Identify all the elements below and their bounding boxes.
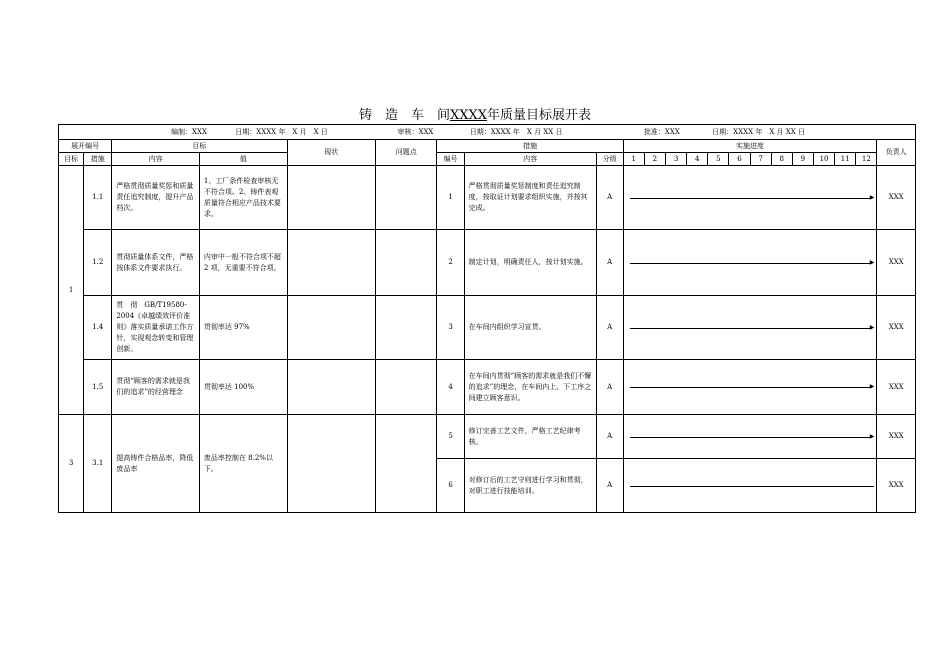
header-month: 11 bbox=[835, 153, 856, 166]
reviewed-by: 审核：XXX bbox=[397, 127, 434, 136]
table-row bbox=[59, 415, 916, 459]
step-no: 1.1 bbox=[84, 166, 112, 230]
compiled-date: 日期：XXXX 年 X 月 X 日 bbox=[235, 127, 328, 136]
target-content: 提高铸件合格品率，降低废品率 bbox=[112, 415, 200, 513]
approved-date: 日期：XXXX 年 X 月 XX 日 bbox=[712, 127, 805, 136]
arrow-head-icon: ▶ bbox=[869, 323, 875, 331]
progress-arrow bbox=[623, 230, 877, 296]
problem-cell bbox=[376, 360, 437, 415]
header-target: 目标 bbox=[112, 140, 287, 153]
progress-arrow bbox=[623, 296, 877, 360]
target-content: 严格贯彻质量奖惩和质量责任追究制度，提升产品档次。 bbox=[112, 166, 200, 230]
header-schedule: 实施进度 bbox=[623, 140, 877, 153]
measure-no: 3 bbox=[437, 296, 464, 360]
measure-content: 在车间内组织学习宣贯。 bbox=[464, 296, 596, 360]
target-value: 贯彻率达 100% bbox=[199, 360, 287, 415]
progress-line bbox=[623, 459, 877, 513]
measure-no: 1 bbox=[437, 166, 464, 230]
header-month: 9 bbox=[792, 153, 813, 166]
target-content: 贯 彻 GB/T19580-2004《卓越绩效评价准则》落实质量承诺工作方针，实现观念转变和管理创新。 bbox=[112, 296, 200, 360]
step-no: 3.1 bbox=[84, 415, 112, 513]
header-month: 1 bbox=[623, 153, 644, 166]
target-value: 贯彻率达 97% bbox=[199, 296, 287, 360]
progress-arrow bbox=[623, 415, 877, 459]
header-month: 5 bbox=[708, 153, 729, 166]
measure-content: 制定计划，明确责任人，按计划实施。 bbox=[464, 230, 596, 296]
measure-content: 对修订后的工艺守则进行学习和贯彻，对职工进行技能培训。 bbox=[464, 459, 596, 513]
status-cell bbox=[287, 230, 376, 296]
grade: A bbox=[596, 296, 623, 360]
measure-no: 4 bbox=[437, 360, 464, 415]
arrow-head-icon: ▶ bbox=[869, 383, 875, 390]
header-month: 2 bbox=[644, 153, 665, 166]
reviewed-date: 日期：XXXX 年 X 月 XX 日 bbox=[469, 127, 563, 136]
header-measures: 措施 bbox=[437, 140, 623, 153]
status-cell bbox=[287, 415, 376, 513]
header-month: 10 bbox=[813, 153, 834, 166]
target-content: 贯彻质量体系文件，严格按体系文件要求执行。 bbox=[112, 230, 200, 296]
step-no: 1.4 bbox=[84, 296, 112, 360]
header-problem: 问题点 bbox=[376, 140, 437, 166]
grade: A bbox=[596, 360, 623, 415]
status-cell bbox=[287, 166, 376, 230]
approved-by: 批准：XXX bbox=[643, 127, 680, 136]
table-row bbox=[59, 166, 916, 230]
header-status: 现状 bbox=[287, 140, 376, 166]
header-month: 4 bbox=[687, 153, 708, 166]
table-row bbox=[59, 360, 916, 415]
header-target-content: 内容 bbox=[112, 153, 200, 166]
header-month: 6 bbox=[729, 153, 750, 166]
owner: XXX bbox=[877, 415, 916, 459]
goal-no: 3 bbox=[59, 415, 84, 513]
header-month: 3 bbox=[665, 153, 686, 166]
quality-target-table bbox=[58, 124, 916, 513]
header-month: 12 bbox=[856, 153, 877, 166]
target-value: 废品率控制在 8.2%以下。 bbox=[199, 415, 287, 513]
page-title bbox=[0, 104, 950, 123]
problem-cell bbox=[376, 415, 437, 513]
grade: A bbox=[596, 459, 623, 513]
header-measure-no: 编号 bbox=[437, 153, 464, 166]
measure-content: 修订完善工艺文件，严格工艺纪律考核。 bbox=[464, 415, 596, 459]
arrow-head-icon: ▶ bbox=[869, 193, 875, 201]
owner: XXX bbox=[877, 459, 916, 513]
header-month: 7 bbox=[750, 153, 771, 166]
measure-no: 5 bbox=[437, 415, 464, 459]
target-value: 内审中一般不符合项不超 2 项，无重要不符合项。 bbox=[199, 230, 287, 296]
problem-cell bbox=[376, 296, 437, 360]
measure-no: 2 bbox=[437, 230, 464, 296]
progress-arrow bbox=[623, 360, 877, 415]
title-suffix: 年质量目标展开表 bbox=[487, 108, 592, 123]
header-owner: 负责人 bbox=[877, 140, 916, 166]
grade: A bbox=[596, 166, 623, 230]
measure-content: 严格贯彻质量奖惩制度和责任追究制度，按取证计划要求组织实施，并按其完成。 bbox=[464, 166, 596, 230]
grade: A bbox=[596, 415, 623, 459]
header-step: 措施 bbox=[84, 153, 112, 166]
table-row bbox=[59, 296, 916, 360]
target-content: 贯彻“顾客的需求就是我们的追求”的经营理念 bbox=[112, 360, 200, 415]
status-cell bbox=[287, 360, 376, 415]
table-row bbox=[59, 230, 916, 296]
owner: XXX bbox=[877, 230, 916, 296]
target-value: 1、工厂条件检查审核无不符合项。2、铸件表观质量符合相应产品技术要求。 bbox=[199, 166, 287, 230]
progress-arrow bbox=[623, 166, 877, 230]
title-workshop: 铸 造 车 间 bbox=[358, 108, 450, 123]
header-measure-content: 内容 bbox=[464, 153, 596, 166]
title-year: XXXX bbox=[449, 108, 488, 123]
header-grade: 分级 bbox=[596, 153, 623, 166]
approval-row bbox=[59, 125, 916, 140]
arrow-head-icon: ▶ bbox=[869, 432, 875, 440]
owner: XXX bbox=[877, 166, 916, 230]
header-goal: 目标 bbox=[59, 153, 84, 166]
owner: XXX bbox=[877, 360, 916, 415]
problem-cell bbox=[376, 230, 437, 296]
header-month: 8 bbox=[771, 153, 792, 166]
goal-no: 1 bbox=[59, 166, 84, 415]
step-no: 1.5 bbox=[84, 360, 112, 415]
arrow-head-icon: ▶ bbox=[869, 258, 875, 266]
header-target-value: 值 bbox=[199, 153, 287, 166]
owner: XXX bbox=[877, 296, 916, 360]
status-cell bbox=[287, 296, 376, 360]
measure-no: 6 bbox=[437, 459, 464, 513]
problem-cell bbox=[376, 166, 437, 230]
measure-content: 在车间内贯彻“顾客的需求就是我们不懈的追求”的理念，在车间内上、下工序之间建立顾客意识。 bbox=[464, 360, 596, 415]
compiled-by: 编制：XXX bbox=[171, 127, 207, 136]
header-expand-no: 展开编号 bbox=[59, 140, 112, 153]
grade: A bbox=[596, 230, 623, 296]
step-no: 1.2 bbox=[84, 230, 112, 296]
